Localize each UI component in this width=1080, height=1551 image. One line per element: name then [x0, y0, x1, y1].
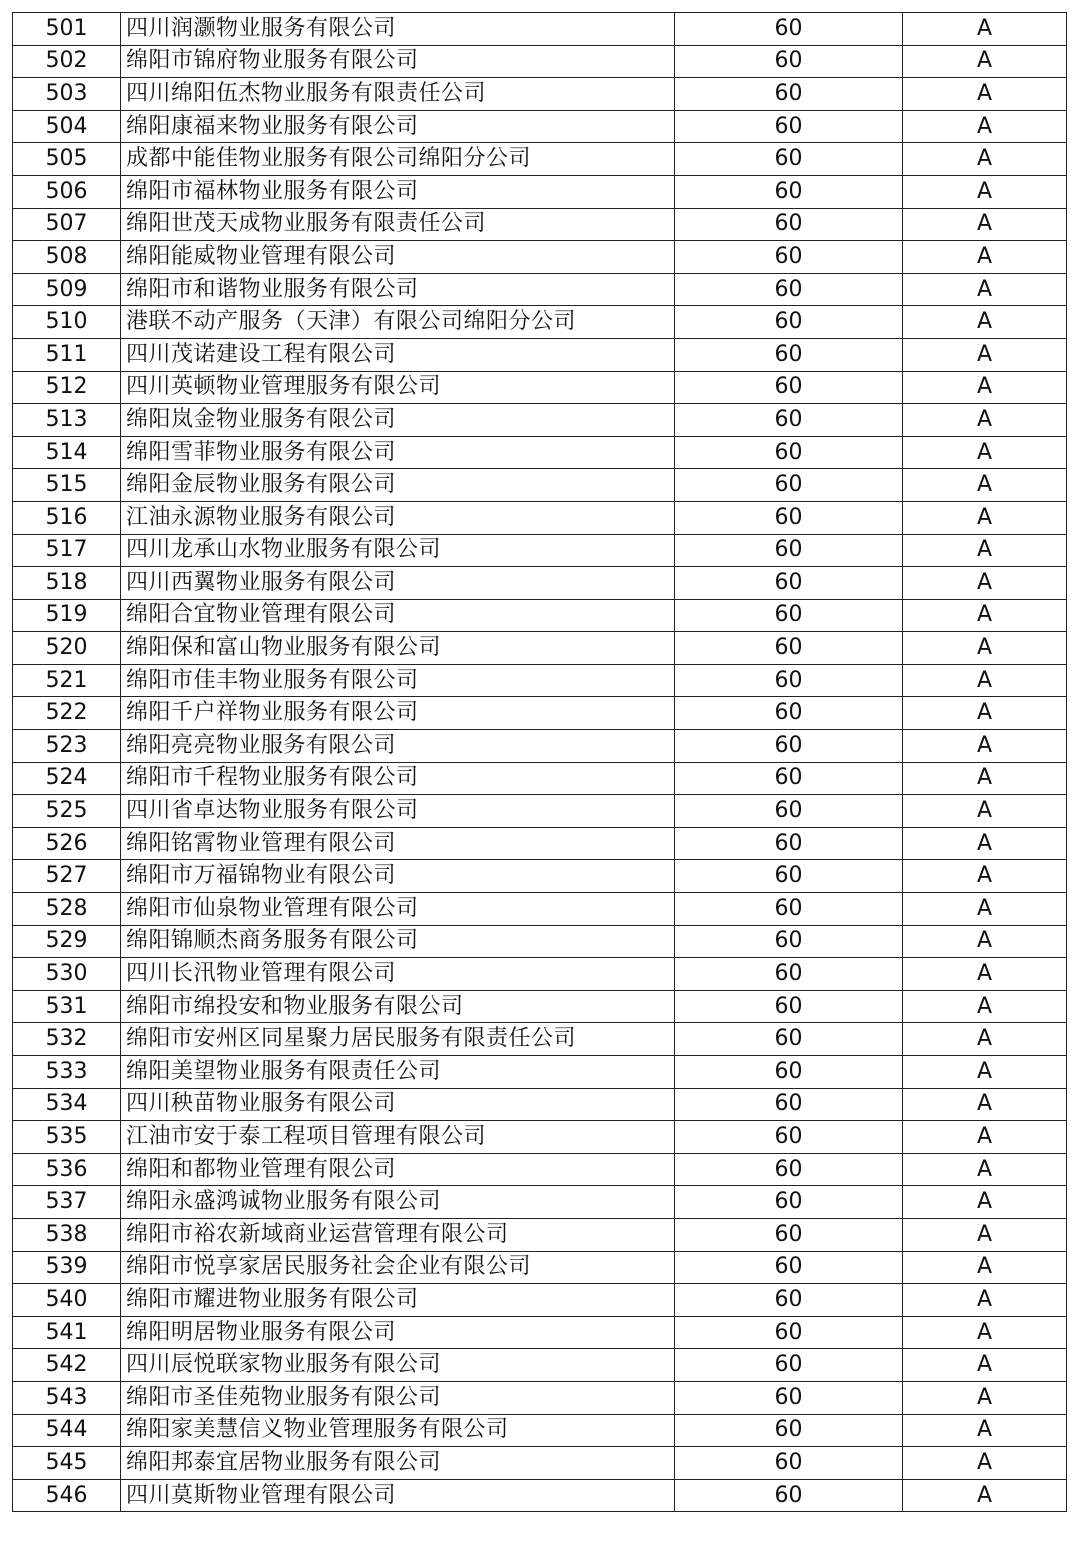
row-number: 511 [13, 338, 121, 371]
table-row [13, 1414, 1067, 1447]
grade-value: A [903, 664, 1067, 697]
row-number: 544 [13, 1414, 121, 1447]
score-value: 60 [675, 501, 903, 534]
table-row [13, 730, 1067, 763]
company-name: 港联不动产服务（天津）有限公司绵阳分公司 [121, 306, 675, 339]
company-name: 四川润灏物业服务有限公司 [121, 13, 675, 46]
grade-value: A [903, 338, 1067, 371]
table-row [13, 404, 1067, 437]
company-name: 绵阳市绵投安和物业服务有限公司 [121, 990, 675, 1023]
grade-value: A [903, 371, 1067, 404]
score-value: 60 [675, 13, 903, 46]
row-number: 506 [13, 175, 121, 208]
grade-value: A [903, 208, 1067, 241]
table-row [13, 1121, 1067, 1154]
row-number: 503 [13, 78, 121, 111]
grade-value: A [903, 1251, 1067, 1284]
grade-value: A [903, 469, 1067, 502]
score-value: 60 [675, 958, 903, 991]
grade-value: A [903, 1186, 1067, 1219]
row-number: 526 [13, 827, 121, 860]
score-value: 60 [675, 1088, 903, 1121]
score-value: 60 [675, 371, 903, 404]
grade-value: A [903, 1284, 1067, 1317]
grade-value: A [903, 697, 1067, 730]
table-row [13, 925, 1067, 958]
company-name: 成都中能佳物业服务有限公司绵阳分公司 [121, 143, 675, 176]
grade-value: A [903, 241, 1067, 274]
row-number: 504 [13, 110, 121, 143]
company-name: 四川莫斯物业管理有限公司 [121, 1479, 675, 1512]
table-row [13, 664, 1067, 697]
row-number: 521 [13, 664, 121, 697]
company-name: 四川茂诺建设工程有限公司 [121, 338, 675, 371]
row-number: 542 [13, 1349, 121, 1382]
row-number: 514 [13, 436, 121, 469]
grade-value: A [903, 1381, 1067, 1414]
grade-value: A [903, 730, 1067, 763]
grade-value: A [903, 632, 1067, 665]
table-row [13, 860, 1067, 893]
table-row [13, 1284, 1067, 1317]
row-number: 509 [13, 273, 121, 306]
table-row [13, 501, 1067, 534]
table-row [13, 534, 1067, 567]
score-value: 60 [675, 827, 903, 860]
grade-value: A [903, 762, 1067, 795]
company-name: 四川西翼物业服务有限公司 [121, 567, 675, 600]
table-body [13, 13, 1067, 1512]
company-rating-table [12, 12, 1067, 1512]
table-row [13, 1056, 1067, 1089]
row-number: 534 [13, 1088, 121, 1121]
score-value: 60 [675, 632, 903, 665]
score-value: 60 [675, 925, 903, 958]
table-row [13, 436, 1067, 469]
grade-value: A [903, 1414, 1067, 1447]
table-row [13, 1381, 1067, 1414]
score-value: 60 [675, 1153, 903, 1186]
table-row [13, 1023, 1067, 1056]
table-row [13, 45, 1067, 78]
company-name: 绵阳市圣佳苑物业服务有限公司 [121, 1381, 675, 1414]
row-number: 532 [13, 1023, 121, 1056]
table-row [13, 1349, 1067, 1382]
grade-value: A [903, 893, 1067, 926]
score-value: 60 [675, 436, 903, 469]
score-value: 60 [675, 1186, 903, 1219]
table-row [13, 1186, 1067, 1219]
score-value: 60 [675, 795, 903, 828]
score-value: 60 [675, 664, 903, 697]
grade-value: A [903, 1121, 1067, 1154]
score-value: 60 [675, 730, 903, 763]
table-row [13, 1153, 1067, 1186]
row-number: 528 [13, 893, 121, 926]
score-value: 60 [675, 338, 903, 371]
score-value: 60 [675, 1218, 903, 1251]
score-value: 60 [675, 78, 903, 111]
grade-value: A [903, 436, 1067, 469]
score-value: 60 [675, 208, 903, 241]
company-name: 四川绵阳伍杰物业服务有限责任公司 [121, 78, 675, 111]
grade-value: A [903, 143, 1067, 176]
score-value: 60 [675, 469, 903, 502]
table-row [13, 13, 1067, 46]
company-name: 绵阳市悦享家居民服务社会企业有限公司 [121, 1251, 675, 1284]
row-number: 512 [13, 371, 121, 404]
company-name: 绵阳铭霄物业管理有限公司 [121, 827, 675, 860]
grade-value: A [903, 534, 1067, 567]
grade-value: A [903, 860, 1067, 893]
row-number: 510 [13, 306, 121, 339]
score-value: 60 [675, 1316, 903, 1349]
table-row [13, 958, 1067, 991]
table-row [13, 208, 1067, 241]
table-row [13, 175, 1067, 208]
company-name: 绵阳市万福锦物业有限公司 [121, 860, 675, 893]
company-name: 绵阳金辰物业服务有限公司 [121, 469, 675, 502]
table-row [13, 1316, 1067, 1349]
row-number: 529 [13, 925, 121, 958]
company-name: 绵阳美望物业服务有限责任公司 [121, 1056, 675, 1089]
score-value: 60 [675, 45, 903, 78]
company-name: 绵阳千户祥物业服务有限公司 [121, 697, 675, 730]
company-name: 绵阳家美慧信义物业管理服务有限公司 [121, 1414, 675, 1447]
company-name: 绵阳保和富山物业服务有限公司 [121, 632, 675, 665]
company-name: 四川省卓达物业服务有限公司 [121, 795, 675, 828]
grade-value: A [903, 795, 1067, 828]
grade-value: A [903, 1088, 1067, 1121]
table-row [13, 78, 1067, 111]
score-value: 60 [675, 1381, 903, 1414]
table-row [13, 469, 1067, 502]
score-value: 60 [675, 306, 903, 339]
row-number: 538 [13, 1218, 121, 1251]
company-name: 绵阳亮亮物业服务有限公司 [121, 730, 675, 763]
company-name: 绵阳市仙泉物业管理有限公司 [121, 893, 675, 926]
row-number: 502 [13, 45, 121, 78]
grade-value: A [903, 1056, 1067, 1089]
company-name: 绵阳永盛鸿诚物业服务有限公司 [121, 1186, 675, 1219]
table-row [13, 110, 1067, 143]
score-value: 60 [675, 241, 903, 274]
company-name: 绵阳市和谐物业服务有限公司 [121, 273, 675, 306]
row-number: 516 [13, 501, 121, 534]
company-name: 绵阳市裕农新域商业运营管理有限公司 [121, 1218, 675, 1251]
score-value: 60 [675, 1349, 903, 1382]
company-name: 绵阳明居物业服务有限公司 [121, 1316, 675, 1349]
company-name: 绵阳岚金物业服务有限公司 [121, 404, 675, 437]
grade-value: A [903, 1153, 1067, 1186]
company-name: 四川英顿物业管理服务有限公司 [121, 371, 675, 404]
row-number: 524 [13, 762, 121, 795]
table-row [13, 1447, 1067, 1480]
row-number: 540 [13, 1284, 121, 1317]
row-number: 545 [13, 1447, 121, 1480]
table-row [13, 599, 1067, 632]
grade-value: A [903, 175, 1067, 208]
company-name: 绵阳市千程物业服务有限公司 [121, 762, 675, 795]
grade-value: A [903, 1316, 1067, 1349]
row-number: 523 [13, 730, 121, 763]
grade-value: A [903, 1218, 1067, 1251]
row-number: 536 [13, 1153, 121, 1186]
table-row [13, 273, 1067, 306]
table-row [13, 697, 1067, 730]
table-row [13, 827, 1067, 860]
grade-value: A [903, 958, 1067, 991]
company-name: 绵阳康福来物业服务有限公司 [121, 110, 675, 143]
grade-value: A [903, 567, 1067, 600]
company-name: 四川辰悦联家物业服务有限公司 [121, 1349, 675, 1382]
grade-value: A [903, 273, 1067, 306]
row-number: 525 [13, 795, 121, 828]
row-number: 537 [13, 1186, 121, 1219]
row-number: 546 [13, 1479, 121, 1512]
score-value: 60 [675, 143, 903, 176]
grade-value: A [903, 501, 1067, 534]
row-number: 541 [13, 1316, 121, 1349]
table-row [13, 632, 1067, 665]
company-name: 绵阳雪菲物业服务有限公司 [121, 436, 675, 469]
score-value: 60 [675, 567, 903, 600]
company-name: 绵阳市安州区同星聚力居民服务有限责任公司 [121, 1023, 675, 1056]
score-value: 60 [675, 990, 903, 1023]
grade-value: A [903, 1479, 1067, 1512]
score-value: 60 [675, 1479, 903, 1512]
grade-value: A [903, 1447, 1067, 1480]
company-name: 绵阳市佳丰物业服务有限公司 [121, 664, 675, 697]
grade-value: A [903, 827, 1067, 860]
row-number: 505 [13, 143, 121, 176]
row-number: 543 [13, 1381, 121, 1414]
score-value: 60 [675, 1414, 903, 1447]
table-row [13, 567, 1067, 600]
company-name: 绵阳能威物业管理有限公司 [121, 241, 675, 274]
grade-value: A [903, 599, 1067, 632]
table-row [13, 990, 1067, 1023]
table-row [13, 1251, 1067, 1284]
table-row [13, 143, 1067, 176]
row-number: 533 [13, 1056, 121, 1089]
table-row [13, 241, 1067, 274]
company-name: 江油市安于泰工程项目管理有限公司 [121, 1121, 675, 1154]
row-number: 507 [13, 208, 121, 241]
row-number: 501 [13, 13, 121, 46]
row-number: 508 [13, 241, 121, 274]
company-name: 绵阳邦泰宜居物业服务有限公司 [121, 1447, 675, 1480]
score-value: 60 [675, 1023, 903, 1056]
company-name: 绵阳市锦府物业服务有限公司 [121, 45, 675, 78]
grade-value: A [903, 78, 1067, 111]
score-value: 60 [675, 1447, 903, 1480]
score-value: 60 [675, 404, 903, 437]
row-number: 519 [13, 599, 121, 632]
table-row [13, 1479, 1067, 1512]
grade-value: A [903, 1023, 1067, 1056]
table-row [13, 762, 1067, 795]
score-value: 60 [675, 273, 903, 306]
table-row [13, 371, 1067, 404]
score-value: 60 [675, 110, 903, 143]
table-row [13, 338, 1067, 371]
grade-value: A [903, 13, 1067, 46]
grade-value: A [903, 45, 1067, 78]
grade-value: A [903, 110, 1067, 143]
table-row [13, 1088, 1067, 1121]
row-number: 515 [13, 469, 121, 502]
score-value: 60 [675, 1284, 903, 1317]
row-number: 517 [13, 534, 121, 567]
row-number: 522 [13, 697, 121, 730]
ranking-table-sheet [12, 12, 1066, 1512]
company-name: 四川龙承山水物业服务有限公司 [121, 534, 675, 567]
row-number: 531 [13, 990, 121, 1023]
score-value: 60 [675, 175, 903, 208]
score-value: 60 [675, 762, 903, 795]
row-number: 539 [13, 1251, 121, 1284]
company-name: 绵阳锦顺杰商务服务有限公司 [121, 925, 675, 958]
company-name: 四川秧苗物业服务有限公司 [121, 1088, 675, 1121]
table-row [13, 893, 1067, 926]
grade-value: A [903, 306, 1067, 339]
table-row [13, 1218, 1067, 1251]
grade-value: A [903, 404, 1067, 437]
grade-value: A [903, 990, 1067, 1023]
company-name: 绵阳市耀进物业服务有限公司 [121, 1284, 675, 1317]
company-name: 绵阳和都物业管理有限公司 [121, 1153, 675, 1186]
score-value: 60 [675, 534, 903, 567]
company-name: 绵阳市福林物业服务有限公司 [121, 175, 675, 208]
score-value: 60 [675, 697, 903, 730]
row-number: 518 [13, 567, 121, 600]
score-value: 60 [675, 599, 903, 632]
grade-value: A [903, 1349, 1067, 1382]
score-value: 60 [675, 1056, 903, 1089]
row-number: 527 [13, 860, 121, 893]
score-value: 60 [675, 1121, 903, 1154]
company-name: 绵阳世茂天成物业服务有限责任公司 [121, 208, 675, 241]
company-name: 江油永源物业服务有限公司 [121, 501, 675, 534]
score-value: 60 [675, 860, 903, 893]
score-value: 60 [675, 1251, 903, 1284]
company-name: 绵阳合宜物业管理有限公司 [121, 599, 675, 632]
row-number: 530 [13, 958, 121, 991]
row-number: 535 [13, 1121, 121, 1154]
company-name: 四川长汛物业管理有限公司 [121, 958, 675, 991]
table-row [13, 306, 1067, 339]
score-value: 60 [675, 893, 903, 926]
row-number: 513 [13, 404, 121, 437]
table-row [13, 795, 1067, 828]
row-number: 520 [13, 632, 121, 665]
grade-value: A [903, 925, 1067, 958]
